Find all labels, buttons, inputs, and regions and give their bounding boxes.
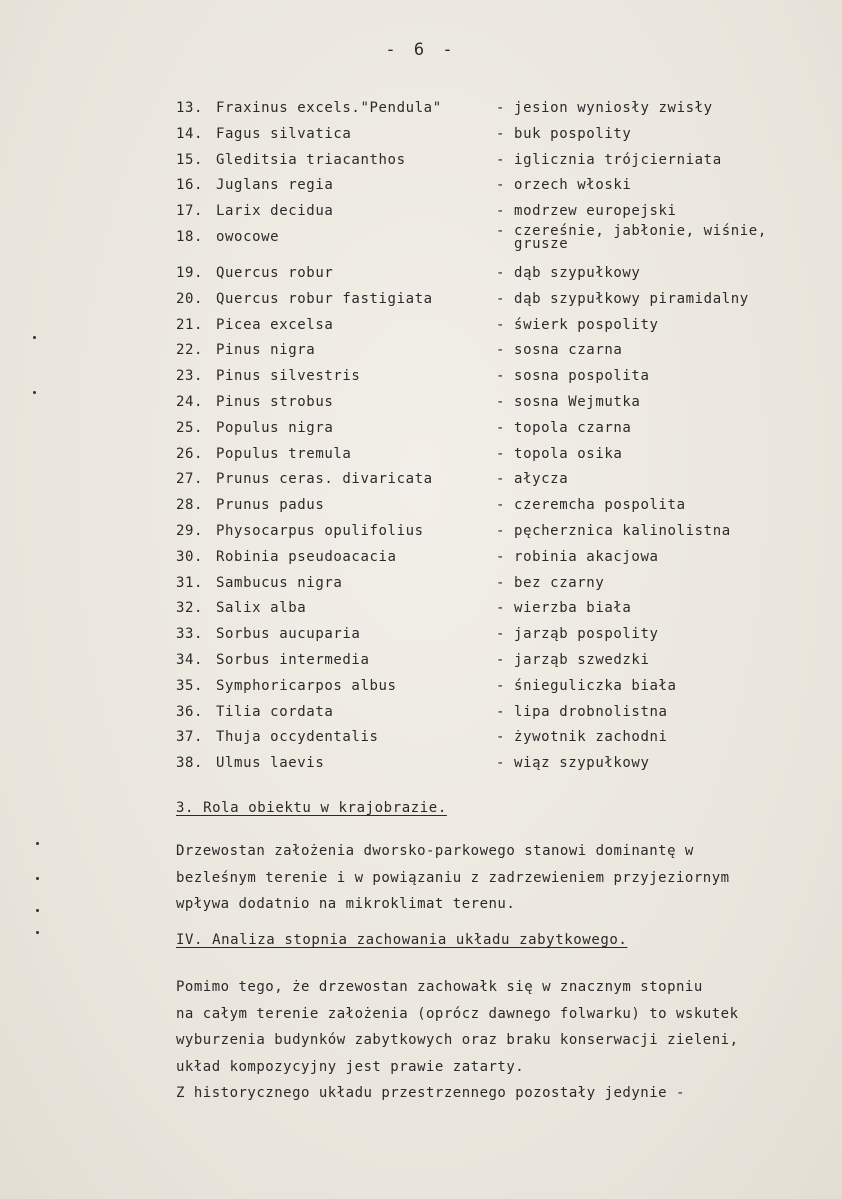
species-list <box>176 100 816 781</box>
species-polish-line: - iglicznia trójcierniata <box>496 151 722 168</box>
species-row <box>176 100 816 126</box>
species-row <box>176 317 816 343</box>
species-row <box>176 523 816 549</box>
species-row <box>176 265 816 291</box>
species-row <box>176 755 816 781</box>
species-polish-name <box>496 394 640 410</box>
section-4-paragraph <box>176 974 836 1107</box>
species-number: 24. <box>176 393 204 410</box>
species-row <box>176 420 816 446</box>
species-latin-name: Tilia cordata <box>216 703 334 720</box>
species-latin-name: Fagus silvatica <box>216 125 352 142</box>
species-number: 28. <box>176 497 204 514</box>
species-polish-line: - wierzba biała <box>496 600 632 617</box>
species-polish-line: - wiąz szypułkowy <box>496 755 650 772</box>
species-latin-name: Populus nigra <box>216 419 334 436</box>
species-polish-name <box>496 678 677 694</box>
species-polish-line: - dąb szypułkowy piramidalny <box>496 290 749 307</box>
species-polish-line: - jarząb pospolity <box>496 626 659 643</box>
species-latin-name: Pinus silvestris <box>216 368 361 385</box>
species-polish-name <box>496 471 568 487</box>
species-number: 19. <box>176 264 204 281</box>
species-number: 26. <box>176 445 204 462</box>
species-row <box>176 678 816 704</box>
margin-mark <box>36 877 39 880</box>
species-latin-name: Juglans regia <box>216 177 334 194</box>
species-polish-line: - śnieguliczka biała <box>496 677 677 694</box>
species-polish-line: - modrzew europejski <box>496 203 677 220</box>
species-number: 18. <box>176 228 204 245</box>
species-polish-name <box>496 368 650 384</box>
species-latin-name: Ulmus laevis <box>216 755 325 772</box>
species-row <box>176 549 816 575</box>
species-number: 25. <box>176 419 204 436</box>
species-number: 16. <box>176 177 204 194</box>
species-number: 27. <box>176 471 204 488</box>
species-polish-name <box>496 729 668 745</box>
species-number: 17. <box>176 203 204 220</box>
species-polish-name <box>496 100 713 116</box>
species-row <box>176 575 816 601</box>
species-polish-name <box>496 152 722 168</box>
species-number: 14. <box>176 125 204 142</box>
species-number: 15. <box>176 151 204 168</box>
margin-mark <box>33 336 36 339</box>
species-row <box>176 126 816 152</box>
species-number: 33. <box>176 626 204 643</box>
paragraph-line: na całym terenie założenia (oprócz dawnego folwarku) to wskutek <box>176 1005 739 1022</box>
species-polish-name <box>496 600 631 616</box>
species-polish-line: - topola osika <box>496 445 623 462</box>
species-latin-name: Gleditsia triacanthos <box>216 151 406 168</box>
species-polish-line: - jesion wyniosły zwisły <box>496 100 713 116</box>
species-polish-line: - sosna czarna <box>496 342 623 359</box>
species-number: 13. <box>176 100 204 116</box>
species-polish-name <box>496 755 650 771</box>
species-number: 30. <box>176 548 204 565</box>
species-row <box>176 652 816 678</box>
species-row <box>176 446 816 472</box>
species-polish-name <box>496 446 622 462</box>
species-latin-name: Sorbus aucuparia <box>216 626 361 643</box>
section-4-heading: IV. Analiza stopnia zachowania układu zabytkowego. <box>176 932 628 948</box>
species-latin-name: Populus tremula <box>216 445 352 462</box>
species-polish-name <box>496 420 631 436</box>
species-latin-name: Sorbus intermedia <box>216 651 370 668</box>
species-number: 35. <box>176 677 204 694</box>
species-polish-line: - lipa drobnolistna <box>496 703 668 720</box>
species-number: 29. <box>176 522 204 539</box>
species-polish-line: - świerk pospolity <box>496 316 659 333</box>
species-number: 38. <box>176 755 204 772</box>
species-polish-line: grusze <box>496 235 569 252</box>
species-number: 21. <box>176 316 204 333</box>
species-row <box>176 471 816 497</box>
species-row <box>176 342 816 368</box>
species-polish-line: - żywotnik zachodni <box>496 729 668 746</box>
species-latin-name: Salix alba <box>216 600 307 617</box>
species-polish-name <box>496 342 622 358</box>
species-latin-name: Pinus nigra <box>216 342 316 359</box>
page-number: - 6 - <box>385 40 457 60</box>
species-polish-name <box>496 291 749 307</box>
species-latin-name: Larix decidua <box>216 203 334 220</box>
species-polish-name <box>496 626 659 642</box>
paragraph-line: wyburzenia budynków zabytkowych oraz braku konserwacji zieleni, <box>176 1032 739 1048</box>
paragraph-line: układ kompozycyjny jest prawie zatarty. <box>176 1058 525 1075</box>
species-row <box>176 704 816 730</box>
paragraph-line: Drzewostan założenia dworsko-parkowego stanowi dominantę w <box>176 843 694 859</box>
species-polish-name <box>496 523 731 539</box>
species-polish-name <box>496 549 659 565</box>
species-latin-name: Symphoricarpos albus <box>216 677 397 694</box>
margin-mark <box>36 842 39 845</box>
species-latin-name: Pinus strobus <box>216 393 334 410</box>
species-polish-line: - ałycza <box>496 471 569 488</box>
species-row <box>176 729 816 755</box>
species-row <box>176 222 816 265</box>
species-polish-line: - sosna pospolita <box>496 368 650 385</box>
species-polish-line: - czeremcha pospolita <box>496 497 686 514</box>
paragraph-line: Pomimo tego, że drzewostan zachowałk się w znacznym stopniu <box>176 979 703 995</box>
species-latin-name: Prunus ceras. divaricata <box>216 471 433 488</box>
species-polish-line: - orzech włoski <box>496 177 632 194</box>
section-3-paragraph <box>176 838 836 918</box>
species-polish-name <box>496 317 659 333</box>
species-number: 37. <box>176 729 204 746</box>
species-polish-name <box>496 265 640 281</box>
species-number: 31. <box>176 574 204 591</box>
species-row <box>176 600 816 626</box>
species-polish-name <box>496 222 767 252</box>
species-number: 36. <box>176 703 204 720</box>
species-polish-line: - robinia akacjowa <box>496 548 659 565</box>
species-polish-line: - topola czarna <box>496 419 632 436</box>
species-polish-name <box>496 126 631 142</box>
margin-mark <box>36 909 39 912</box>
species-row <box>176 394 816 420</box>
species-polish-line: - buk pospolity <box>496 125 632 142</box>
species-latin-name: Thuja occydentalis <box>216 729 379 746</box>
margin-mark <box>36 931 39 934</box>
margin-mark <box>33 391 36 394</box>
species-polish-name <box>496 177 631 193</box>
species-polish-line: - sosna Wejmutka <box>496 393 641 410</box>
species-polish-name <box>496 575 604 591</box>
species-polish-line: - czereśnie, jabłonie, wiśnie, <box>496 222 767 239</box>
species-latin-name: Fraxinus excels."Pendula" <box>216 100 442 116</box>
species-latin-name: Picea excelsa <box>216 316 334 333</box>
species-latin-name: Quercus robur <box>216 264 334 281</box>
species-latin-name: owocowe <box>216 228 280 245</box>
species-row <box>176 152 816 178</box>
species-latin-name: Physocarpus opulifolius <box>216 522 424 539</box>
species-polish-line: - dąb szypułkowy <box>496 264 641 281</box>
species-latin-name: Robinia pseudoacacia <box>216 548 397 565</box>
species-polish-name <box>496 652 650 668</box>
species-latin-name: Sambucus nigra <box>216 574 343 591</box>
species-number: 23. <box>176 368 204 385</box>
species-row <box>176 177 816 203</box>
section-3-heading: 3. Rola obiektu w krajobrazie. <box>176 800 447 816</box>
species-polish-name <box>496 704 668 720</box>
species-polish-line: - bez czarny <box>496 574 605 591</box>
paragraph-line: Z historycznego układu przestrzennego pozostały jedynie - <box>176 1085 685 1101</box>
species-row <box>176 368 816 394</box>
species-number: 20. <box>176 290 204 307</box>
species-number: 32. <box>176 600 204 617</box>
paragraph-line: wpływa dodatnio na mikroklimat terenu. <box>176 896 516 912</box>
species-polish-line: - jarząb szwedzki <box>496 651 650 668</box>
species-polish-name <box>496 203 677 219</box>
paragraph-line: bezleśnym terenie i w powiązaniu z zadrzewieniem przyjeziornym <box>176 869 730 886</box>
species-latin-name: Quercus robur fastigiata <box>216 290 433 307</box>
species-row <box>176 497 816 523</box>
species-polish-name <box>496 497 686 513</box>
species-row <box>176 626 816 652</box>
species-latin-name: Prunus padus <box>216 497 325 514</box>
species-polish-line: - pęcherznica kalinolistna <box>496 522 731 539</box>
species-number: 34. <box>176 651 204 668</box>
species-number: 22. <box>176 342 204 359</box>
species-row <box>176 291 816 317</box>
